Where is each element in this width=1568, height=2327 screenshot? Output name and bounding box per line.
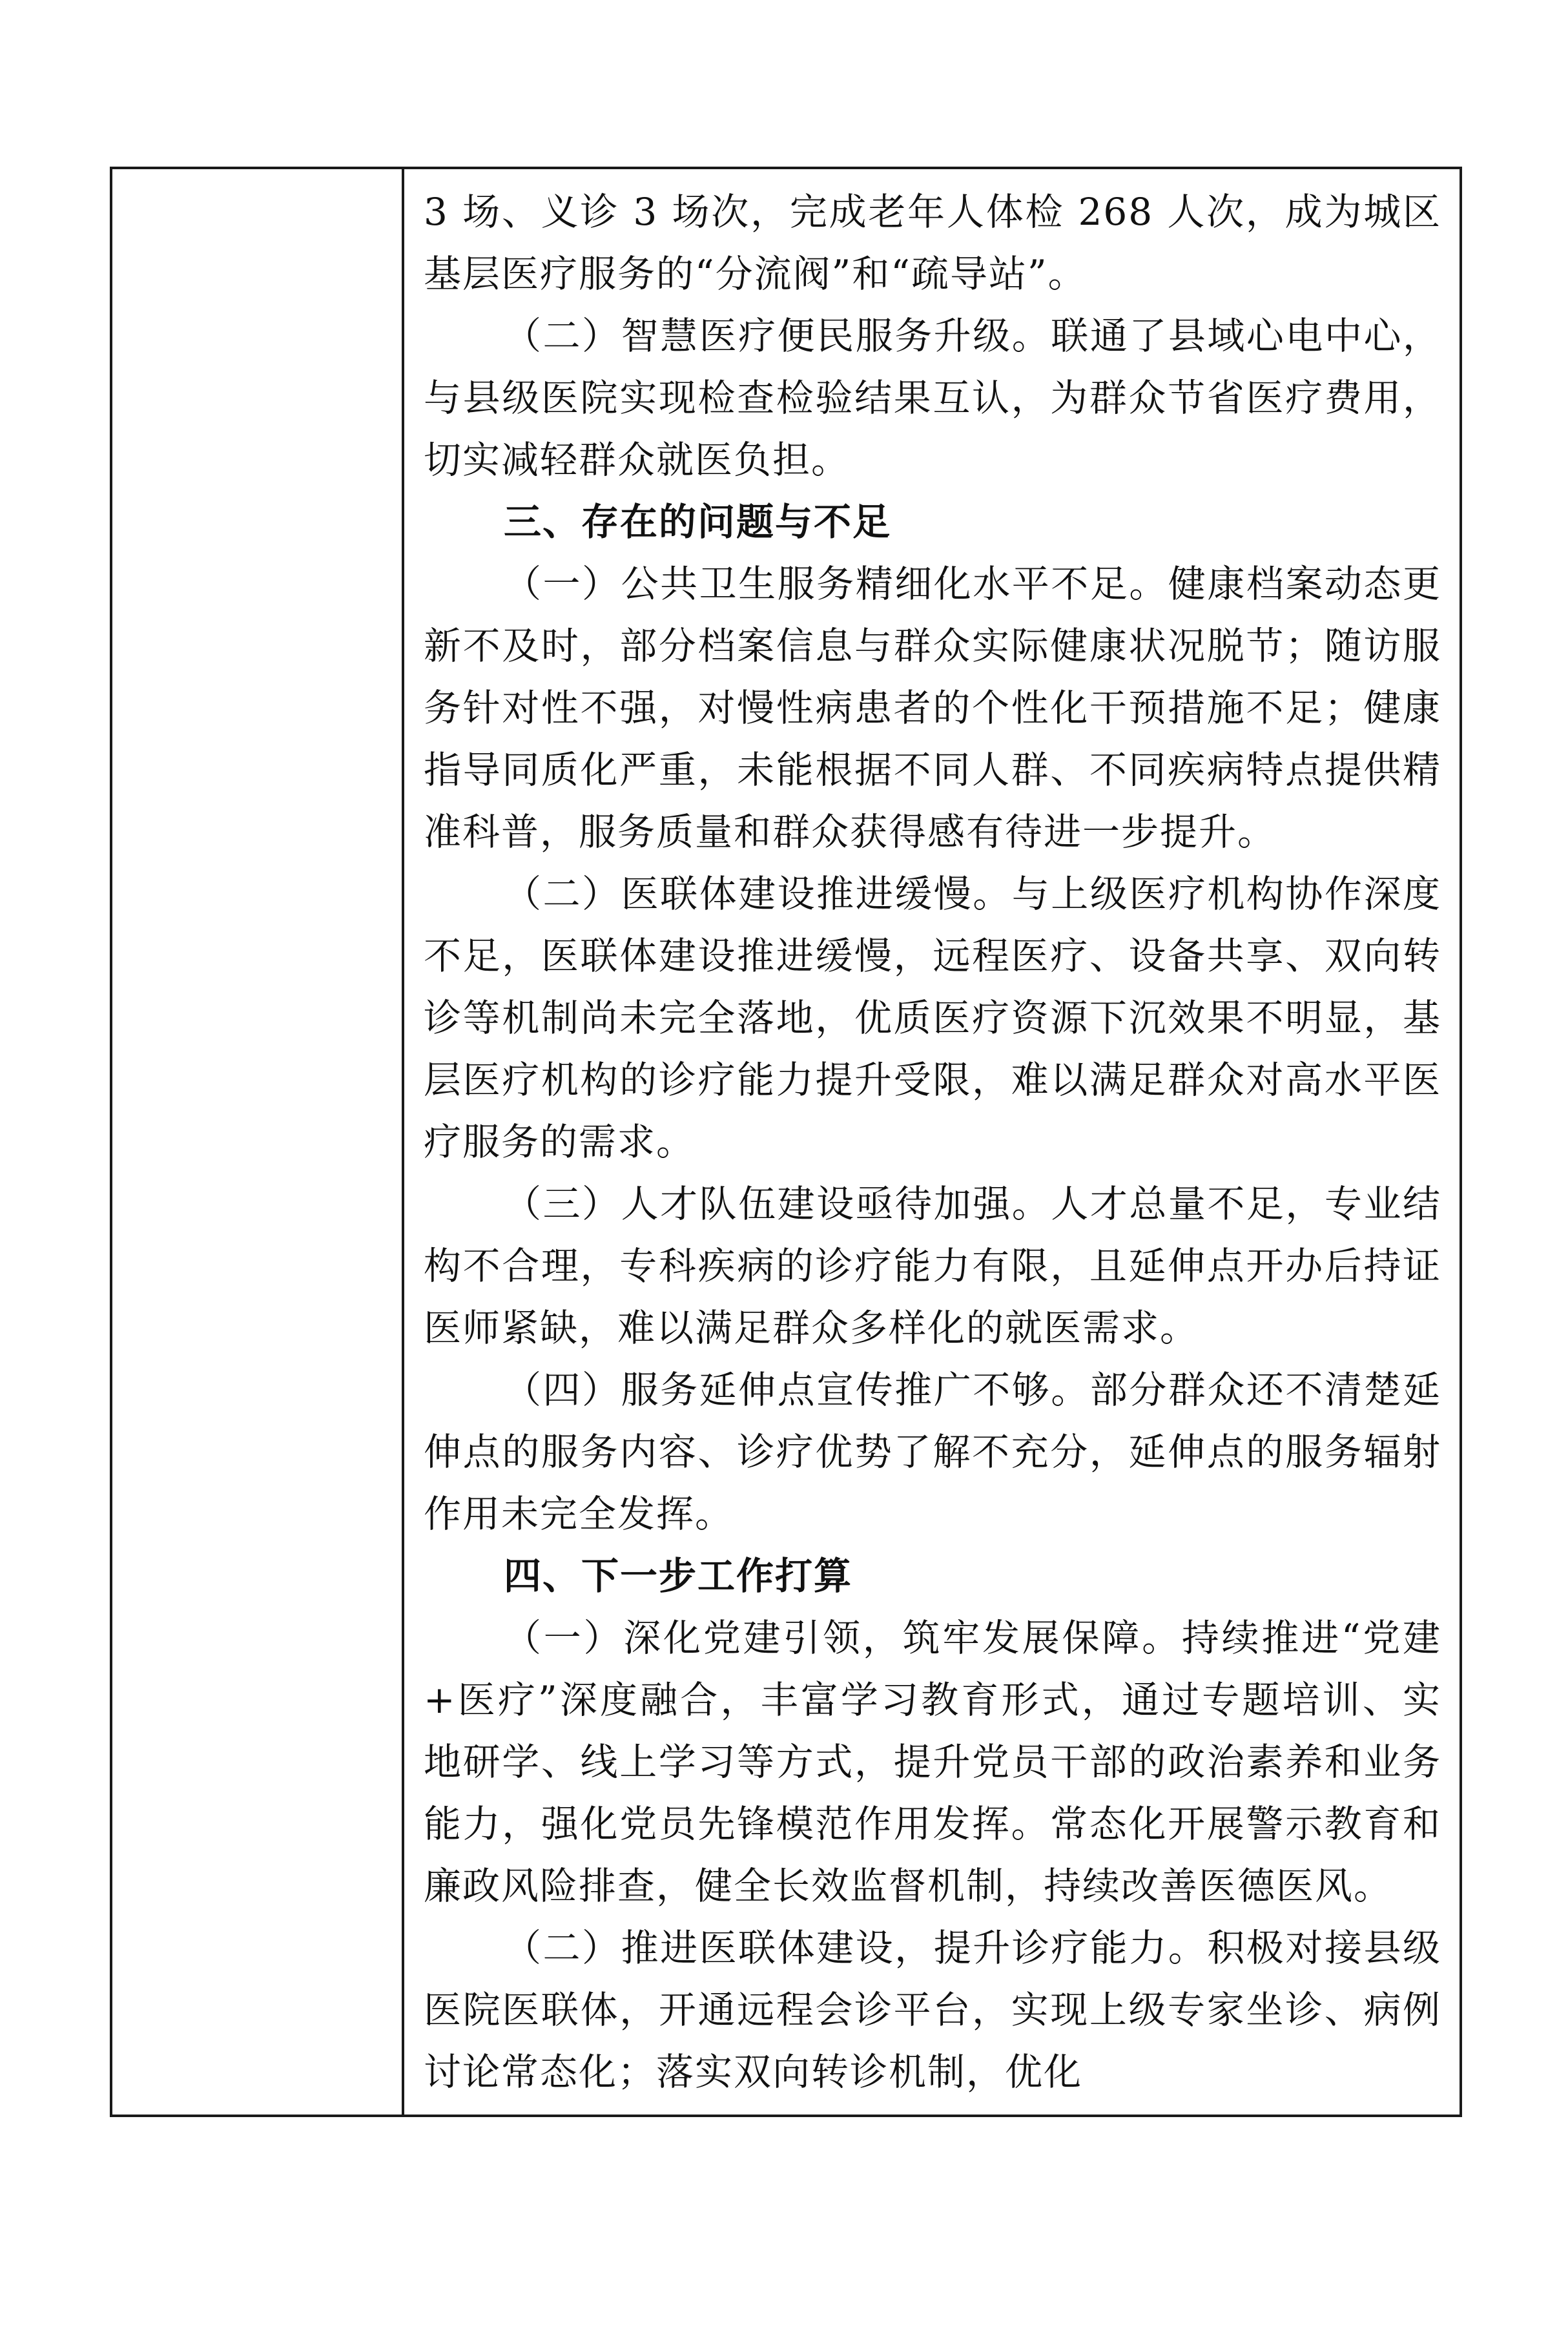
paragraph-talent-team: （三）人才队伍建设亟待加强。人才总量不足，专业结构不合理，专科疾病的诊疗能力有限，且延伸点开办后持证医师紧缺，难以满足群众多样化的就医需求。 (424, 1182, 1441, 1350)
table-content-cell (404, 169, 1460, 2115)
paragraph-publicity: （四）服务延伸点宣传推广不够。部分群众还不清楚延伸点的服务内容、诊疗优势了解不充分，延伸点的服务辐射作用未完全发挥。 (424, 1368, 1441, 1536)
paragraph-continuation: 3 场、义诊 3 场次，完成老年人体检 268 人次，成为城区基层医疗服务的“分流阀”和“疏导站”。 (424, 190, 1441, 296)
section-heading-next-steps: 四、下一步工作打算 (504, 1554, 853, 1598)
paragraph-party-building: （一）深化党建引领，筑牢发展保障。持续推进“党建+医疗”深度融合，丰富学习教育形式，通过专题培训、实地研学、线上学习等方式，提升党员干部的政治素养和业务能力，强化党员先锋模范作用发挥。常态化开展警示教育和廉政风险排查，健全长效监督机制，持续改善医德医风。 (424, 1616, 1441, 1908)
paragraph-public-health: （一）公共卫生服务精细化水平不足。健康档案动态更新不及时，部分档案信息与群众实际健康状况脱节；随访服务针对性不强，对慢性病患者的个性化干预措施不足；健康指导同质化严重，未能根据不同人群、不同疾病特点提供精准科普，服务质量和群众获得感有待进一步提升。 (424, 562, 1441, 854)
document-table (110, 167, 1462, 2117)
table-label-cell (112, 169, 404, 2115)
section-heading-problems: 三、存在的问题与不足 (504, 500, 892, 544)
paragraph-smart-healthcare: （二）智慧医疗便民服务升级。联通了县域心电中心，与县级医院实现检查检验结果互认，为群众节省医疗费用，切实减轻群众就医负担。 (424, 314, 1441, 482)
paragraph-medical-alliance: （二）医联体建设推进缓慢。与上级医疗机构协作深度不足，医联体建设推进缓慢，远程医疗、设备共享、双向转诊等机制尚未完全落地，优质医疗资源下沉效果不明显，基层医疗机构的诊疗能力提升受限，难以满足群众对高水平医疗服务的需求。 (424, 872, 1441, 1164)
paragraph-alliance-plan: （二）推进医联体建设，提升诊疗能力。积极对接县级医院医联体，开通远程会诊平台，实现上级专家坐诊、病例讨论常态化；落实双向转诊机制，优化 (424, 1926, 1441, 2094)
